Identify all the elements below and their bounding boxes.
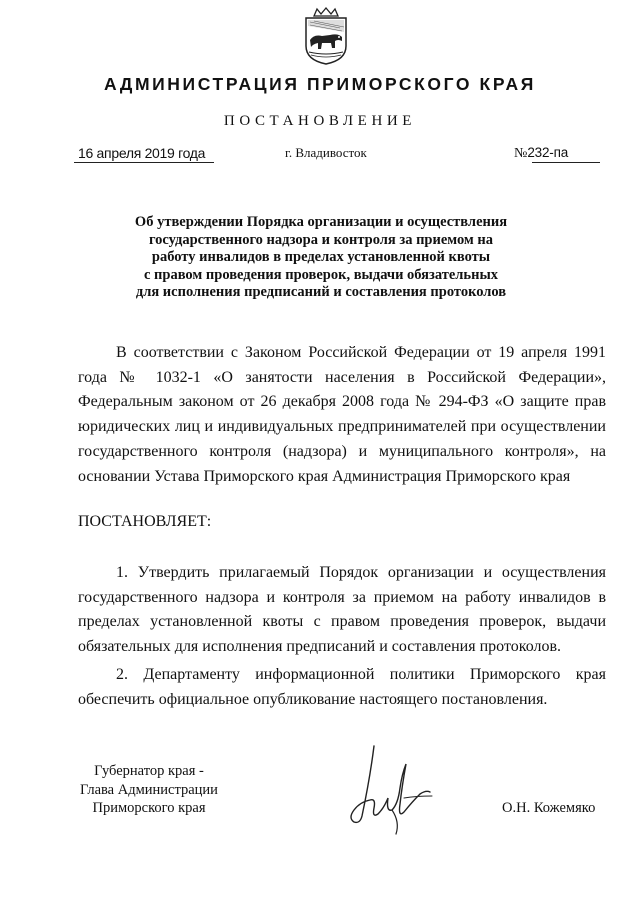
document-title [100, 214, 542, 302]
role-line: Глава Администрации [80, 781, 218, 798]
title-line: работу инвалидов в пределах установленной квоты [151, 249, 491, 265]
organization-name: АДМИНИСТРАЦИЯ ПРИМОРСКОГО КРАЯ [104, 74, 536, 94]
handwritten-signature [340, 738, 436, 838]
item-2-paragraph: 2. Департаменту информационной политики Приморского края обеспечить официальное опубликование настоящего постановления. [78, 666, 606, 708]
title-line: для исполнения предписаний и составления протоколов [135, 284, 507, 300]
title-line: государственного надзора и контроля за приемом на [148, 231, 494, 248]
number-value: 232-па [527, 145, 568, 160]
signatory-name: О.Н. Кожемяко [502, 800, 596, 816]
number-sign: № [514, 146, 528, 161]
document-type: ПОСТАНОВЛЕНИЕ [223, 113, 417, 129]
document-number [514, 145, 568, 162]
role-line: Губернатор края - [94, 763, 204, 779]
item-1-paragraph: 1. Утвердить прилагаемый Порядок организации и осуществления государственного надзора и контроля за приемом на работу инвалидов в пределах установленной квоты с правом проведения проверок, выдачи обязательных для исполнения предписаний и составления протоколов. [78, 564, 606, 656]
coat-of-arms-icon [300, 6, 352, 66]
decree-heading: ПОСТАНОВЛЯЕТ: [78, 513, 212, 530]
title-line: Об утверждении Порядка организации и осуществления [134, 214, 508, 230]
role-line: Приморского края [92, 800, 206, 816]
preamble-paragraph: В соответствии с Законом Российской Федерации от 19 апреля 1991 года № 1032-1 «О занятости населения в Российской Федерации», Федеральным законом от 26 декабря 2008 года № 294-ФЗ «О защите прав юридических лиц и индивидуальных предпринимателей при осуществлении государственного контроля (надзора) и муниципального контроля», на основании Устава Приморского края Администрация Приморского края [78, 344, 606, 485]
number-underline [532, 162, 600, 163]
document-date: 16 апреля 2019 года [78, 145, 206, 161]
document-city: г. Владивосток [285, 145, 367, 160]
title-line: с правом проведения проверок, выдачи обязательных [143, 266, 499, 283]
signatory-role [64, 762, 234, 818]
date-underline [74, 162, 214, 163]
